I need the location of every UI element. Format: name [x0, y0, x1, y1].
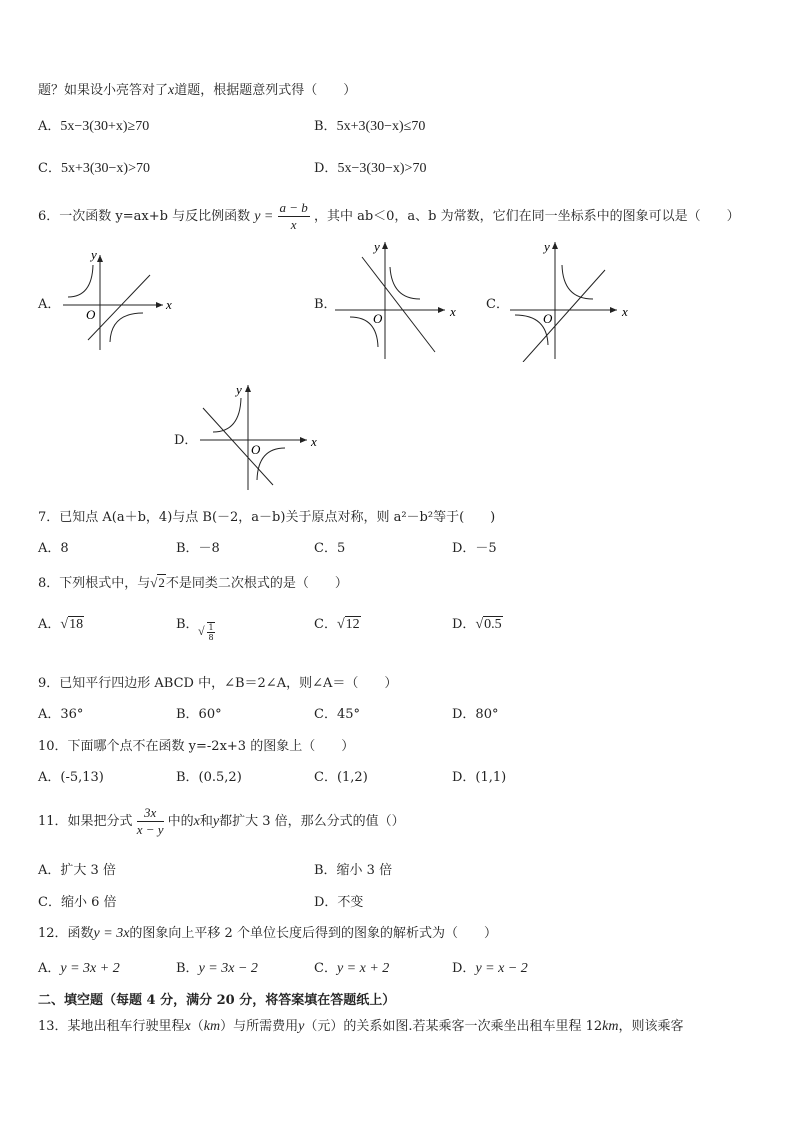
- q11-option-d[interactable]: D．不变: [314, 895, 364, 910]
- q11-fraction: $\frac{3x}{x - y}$: [136, 805, 164, 837]
- axis-y-label: y: [544, 239, 550, 254]
- q8-option-c[interactable]: C．√12: [314, 617, 360, 632]
- axis-y-label: y: [374, 239, 380, 254]
- q8-option-a[interactable]: A．√18: [38, 617, 84, 632]
- q6-fraction: $\frac{a - b}{x}$: [279, 200, 308, 232]
- q6-graph-a[interactable]: [58, 245, 178, 355]
- q11-option-a[interactable]: A．扩大 3 倍: [38, 863, 116, 878]
- q9-option-c[interactable]: C．45°: [314, 707, 360, 722]
- q9-stem: 9．已知平行四边形 ABCD 中，∠B＝2∠A，则∠A＝（ ）: [38, 676, 398, 691]
- q13-stem: 13．某地出租车行驶里程x（km）与所需费用y（元）的关系如图.若某乘客一次乘坐出租车里程 12km，则该乘客: [38, 1019, 684, 1034]
- q5-option-c[interactable]: C．5x+3(30−x)>70: [38, 161, 150, 176]
- q10-stem: 10．下面哪个点不在函数 y=-2x+3 的图象上（ ）: [38, 739, 355, 754]
- q12-stem: 12．函数y = 3x的图象向上平移 2 个单位长度后得到的图象的解析式为（ ）: [38, 926, 497, 941]
- origin-label: O: [251, 442, 261, 457]
- q12-option-c[interactable]: C．y = x + 2: [314, 961, 390, 976]
- axis-y-label: y: [91, 247, 97, 262]
- q10-option-b[interactable]: B．(0.5,2): [176, 770, 242, 785]
- q6-option-b-label[interactable]: B．: [314, 297, 337, 312]
- section-title: 二、填空题（每题 4 分，满分 20 分，将答案填在答题纸上）: [38, 993, 396, 1008]
- q5-stem: 题？如果设小亮答对了x道题，根据题意列式得（ ）: [38, 83, 357, 98]
- q5-option-b[interactable]: B．5x+3(30−x)≤70: [314, 119, 426, 134]
- q6-option-d-label[interactable]: D．: [174, 433, 198, 448]
- q9-option-a[interactable]: A．36°: [38, 707, 84, 722]
- q11-option-b[interactable]: B．缩小 3 倍: [314, 863, 393, 878]
- q6-option-a-label[interactable]: A．: [38, 297, 61, 312]
- q9-option-b[interactable]: B．60°: [176, 707, 222, 722]
- axis-x-label: x: [450, 304, 456, 319]
- q12-option-b[interactable]: B．y = 3x − 2: [176, 961, 258, 976]
- sqrt-2: √2: [150, 575, 165, 590]
- axis-x-label: x: [166, 297, 172, 312]
- q10-option-a[interactable]: A．(-5,13): [38, 770, 104, 785]
- q6-option-c-label[interactable]: C．: [486, 297, 509, 312]
- q11-option-c[interactable]: C．缩小 6 倍: [38, 895, 117, 910]
- origin-label: O: [373, 311, 383, 326]
- q10-option-d[interactable]: D．(1,1): [452, 770, 507, 785]
- axis-x-label: x: [622, 304, 628, 319]
- q6-graph-c[interactable]: [505, 237, 640, 362]
- q6-stem: 6．一次函数 y=ax+b 与反比例函数 y = $\frac{a - b}{x}$ ，其中 ab＜0，a、b 为常数，它们在同一坐标系中的图象可以是（ ）: [38, 200, 740, 232]
- q8-stem: 8．下列根式中，与√2不是同类二次根式的是（ ）: [38, 575, 348, 591]
- origin-label: O: [543, 311, 553, 326]
- q9-option-d[interactable]: D．80°: [452, 707, 499, 722]
- q12-option-a[interactable]: A．y = 3x + 2: [38, 961, 120, 976]
- q8-option-b[interactable]: B． √ 1 8: [176, 617, 214, 642]
- origin-label: O: [86, 307, 96, 322]
- axis-x-label: x: [311, 434, 317, 449]
- q10-option-c[interactable]: C．(1,2): [314, 770, 368, 785]
- axis-y-label: y: [236, 382, 242, 397]
- q8-option-d[interactable]: D．√0.5: [452, 617, 502, 632]
- q6-graph-d[interactable]: [195, 380, 325, 492]
- q7-option-a[interactable]: A．8: [38, 541, 69, 556]
- q11-stem: 11．如果把分式 $\frac{3x}{x - y}$ 中的x和y都扩大 3 倍，那么分式的值（）: [38, 805, 405, 837]
- q6-graph-b[interactable]: [330, 237, 465, 362]
- q7-option-d[interactable]: D．－5: [452, 541, 497, 556]
- q7-option-c[interactable]: C．5: [314, 541, 346, 556]
- q5-option-d[interactable]: D．5x−3(30−x)>70: [314, 161, 427, 176]
- q12-option-d[interactable]: D．y = x − 2: [452, 961, 528, 976]
- q7-option-b[interactable]: B．－8: [176, 541, 220, 556]
- q7-stem: 7．已知点 A(a＋b，4)与点 B(－2，a－b)关于原点对称，则 a²－b²等于( ): [38, 510, 496, 525]
- q5-option-a[interactable]: A．5x−3(30+x)≥70: [38, 119, 150, 134]
